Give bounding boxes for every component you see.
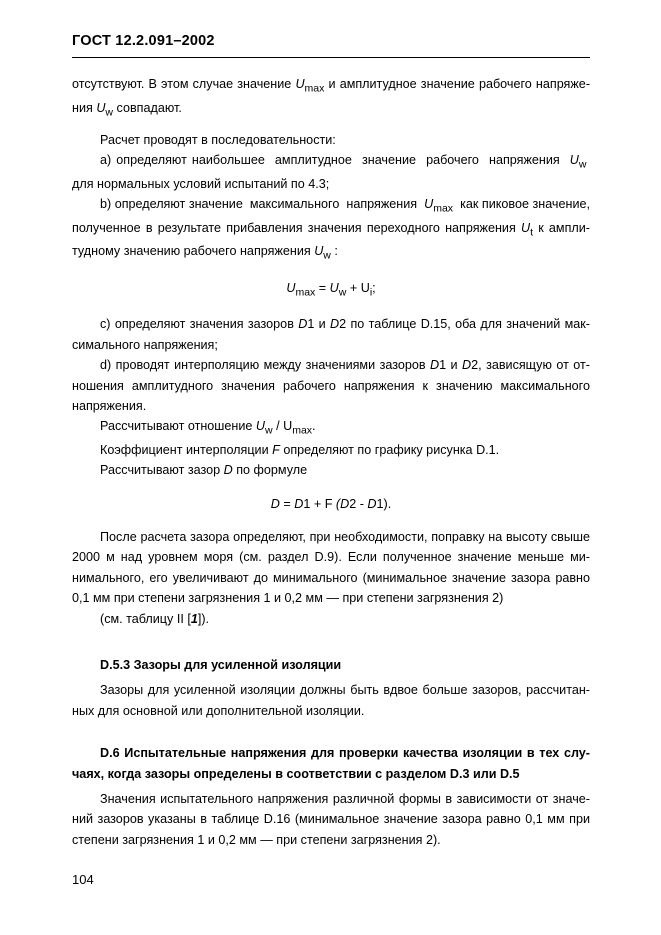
document-body (72, 74, 590, 850)
paragraph-table-reference: (см. таблицу II [1]). (100, 611, 210, 626)
paragraph-clearance-formula-intro: Рассчитывают зазор D по формуле (100, 463, 308, 478)
formula-clearance-d: D = D1 + F (D2 - D1). (270, 496, 392, 511)
paragraph-list-item-c: c) определяют значения зазоров D1 и D2 по таблице D.15, оба для значений максимального напряжения; (72, 317, 590, 352)
formula-umax: $U_{max} = U_w + U_i$; (286, 280, 376, 299)
paragraph-list-item-a: a) определяют наибольшее амплитудное значение рабочего напряжения $U_w$ для нормальных условий испытаний по 4.3; (72, 153, 590, 191)
section-body-d53: Зазоры для усиленной изоляции должны быть вдвое больше зазоров, рассчитанных для основной или дополнительной изоляции. (72, 683, 590, 718)
paragraph-ratio: Рассчитывают отношение $U_w / U_{max}$. (100, 419, 316, 437)
page-number: 104 (72, 872, 94, 887)
paragraph-altitude-correction: После расчета зазора определяют, при необходимости, поправку на высоту свыше 2000 м над уровнем моря (см. раздел D.9). Если полученное значение меньше минимального, его увеличивают до минимального (минимальное значение зазора равно 0,1 мм при степени загрязнения 1 и 0,2 мм — при степени загрязнения 2) (72, 530, 590, 606)
section-body-d6: Значения испытательного напряжения различной формы в зависимости от значений зазоров указаны в таблице D.16 (минимальное значение зазора равно 0,1 мм при степени загрязнения 1 и 0,2 мм — при степени загрязнения 2). (72, 791, 590, 847)
section-heading-d6: D.6 Испытательные напряжения для проверки качества изоляции в тех случаях, когда зазоры определены в соответствии с разделом D.3 или D.5 (72, 746, 590, 781)
page-header-standard-number: ГОСТ 12.2.091–2002 (72, 33, 215, 49)
header-divider-rule (72, 57, 590, 58)
section-heading-d53: D.5.3 Зазоры для усиленной изоляции (100, 657, 342, 672)
paragraph: Расчет проводят в последовательности: (100, 133, 336, 148)
paragraph: отсутствуют. В этом случае значение $U_{max}$ и амплитудное значение рабочего напряжения $U_w$ совпадают. (72, 77, 591, 119)
paragraph-list-item-d: d) проводят интерполяцию между значениями зазоров D1 и D2, зависящую от отношения амплитудного значения рабочего напряжения к значению максимального напряжения. (72, 358, 590, 413)
paragraph-interpolation-factor: Коэффициент интерполяции F определяют по графику рисунка D.1. (100, 442, 500, 457)
paragraph-list-item-b: b) определяют значение максимального напряжения $U_{max}$ как пиковое значение, полученное в результате прибавления значения переходного напряжения $U_t$ к амплитудному значению рабочего напряжения $U_w$ : (72, 197, 590, 262)
